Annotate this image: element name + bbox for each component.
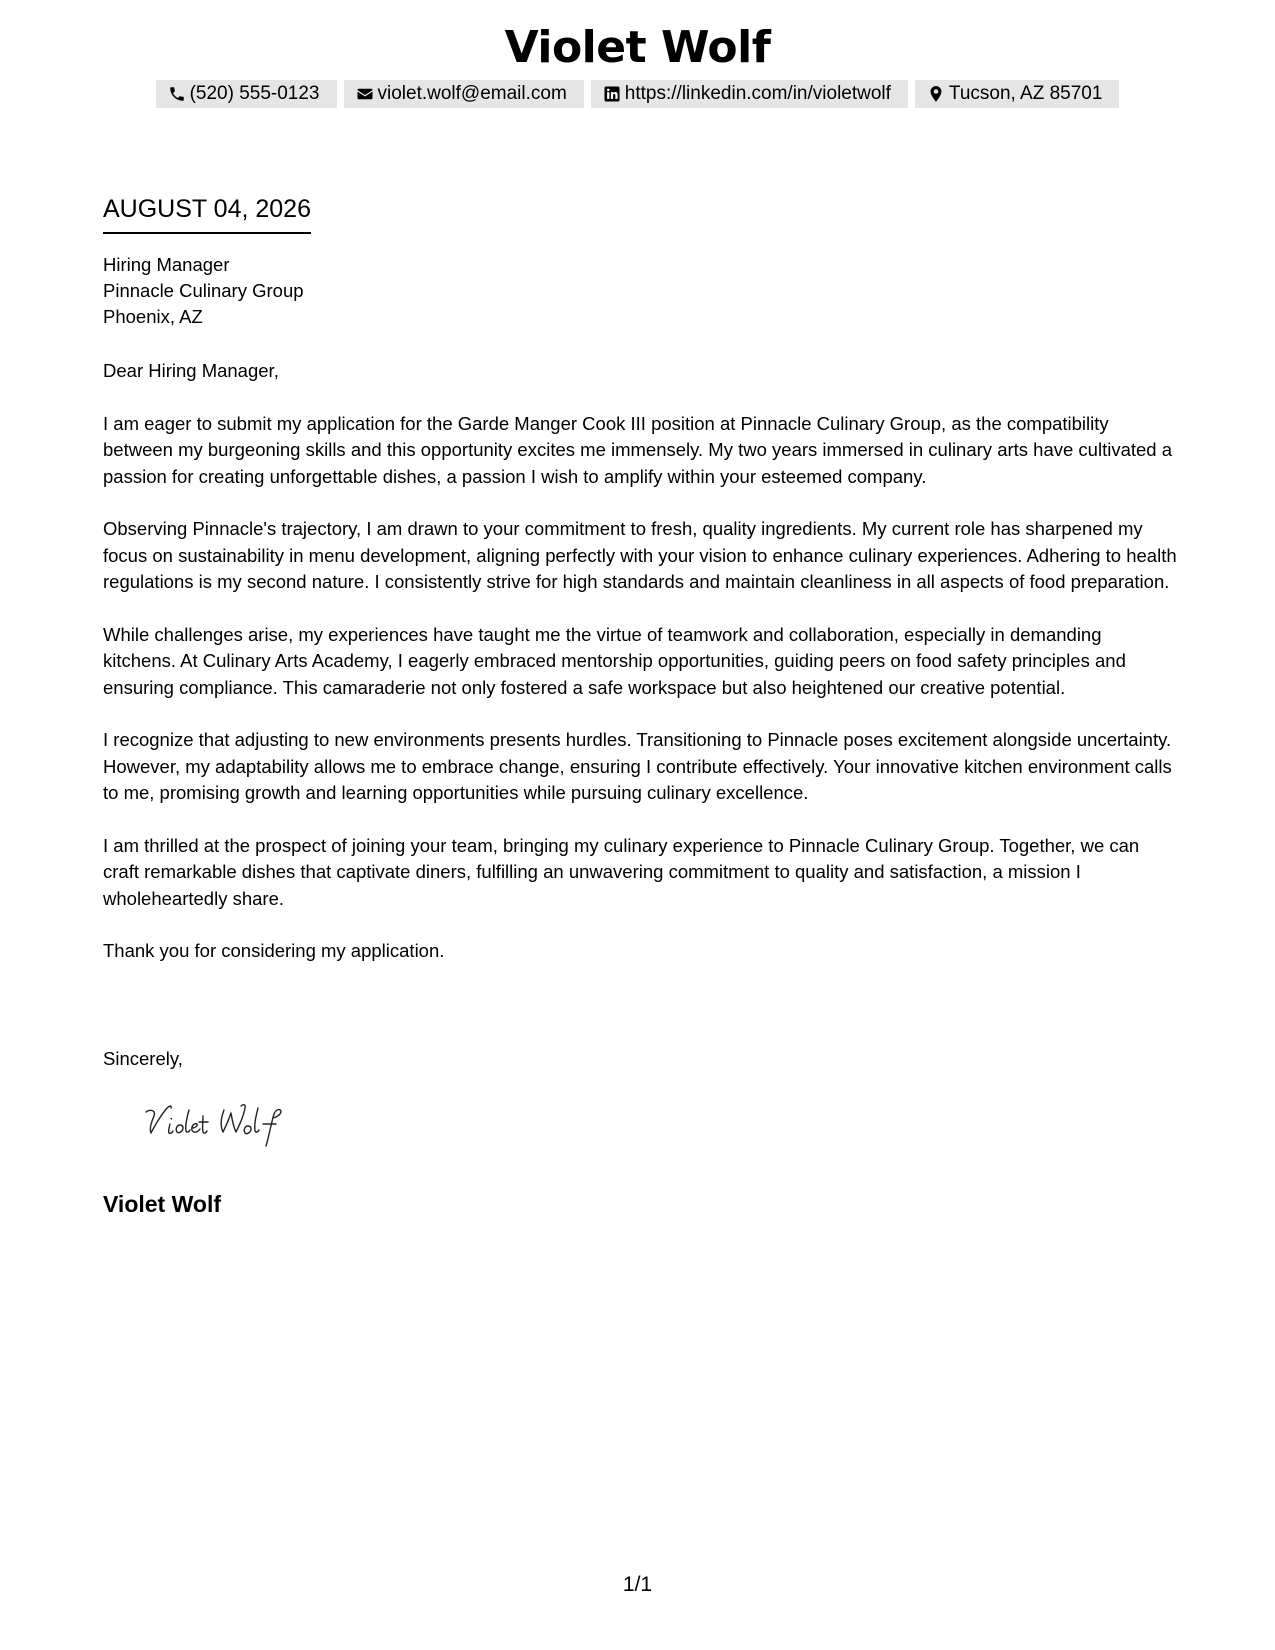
linkedin-text: https://linkedin.com/in/violetwolf [624,83,891,104]
location-text: Tucson, AZ 85701 [948,83,1103,104]
envelope-icon [356,85,374,103]
page-number: 1/1 [622,1573,653,1596]
date-text: AUGUST 04, 2026 [103,193,311,234]
letter-date [103,193,311,234]
recipient-block [103,252,304,330]
phone-text: (520) 555-0123 [189,83,320,104]
signature-image [140,1098,330,1158]
contact-linkedin[interactable] [591,80,908,108]
body-paragraph: I am eager to submit my application for the Garde Manger Cook III position at Pinnacle Culinary Group, as the compatibility between my burgeoning skills and this opportunity excites me immensely. My two years immersed in culinary arts have cultivated a passion for creating unforgettable dishes, a passion I wish to amplify within your esteemed company. [103,412,1173,487]
body-paragraph: I recognize that adjusting to new environments presents hurdles. Transitioning to Pinnacle poses excitement alongside uncertainty. However, my adaptability allows me to embrace change, ensuring I contribute effectively. Your innovative kitchen environment calls to me, promising growth and learning opportunities while pursuing culinary excellence. [103,729,1172,803]
body-paragraph: Observing Pinnacle's trajectory, I am drawn to your commitment to fresh, quality ingredients. My current role has sharpened my focus on sustainability in menu development, aligning perfectly with your vision to enhance culinary experiences. Adhering to health regulations is my second nature. I consistently strive for high standards and maintain cleanliness in all aspects of food preparation. [103,518,1177,592]
contact-bar [0,80,1275,108]
signed-name: Violet Wolf [103,1191,221,1217]
contact-location [915,80,1120,108]
recipient-location: Phoenix, AZ [103,306,203,327]
body-paragraph: While challenges arise, my experiences have taught me the virtue of teamwork and collaboration, especially in demanding kitchens. At Culinary Arts Academy, I eagerly embraced mentorship opportunities, guiding peers on food safety principles and ensuring compliance. This camaraderie not only fostered a safe workspace but also heightened our creative potential. [103,623,1126,698]
linkedin-icon [603,85,621,103]
salutation: Dear Hiring Manager, [103,360,279,381]
letter-body [103,358,1178,991]
contact-phone[interactable] [156,80,337,108]
recipient-title: Hiring Manager [103,254,230,275]
contact-email[interactable] [344,80,584,108]
body-paragraph: Thank you for considering my application. [103,940,445,961]
map-pin-icon [927,85,945,103]
email-text: violet.wolf@email.com [377,83,567,104]
closing-text: Sincerely, [103,1048,183,1069]
body-paragraph: I am thrilled at the prospect of joining your team, bringing my culinary experience to Pinnacle Culinary Group. Together, we can craft remarkable dishes that captivate diners, fulfilling an unwavering commitment to quality and satisfaction, a mission I wholeheartedly share. [103,834,1140,909]
phone-icon [168,85,186,103]
recipient-company: Pinnacle Culinary Group [103,280,304,301]
applicant-name-heading: Violet Wolf [504,22,771,73]
